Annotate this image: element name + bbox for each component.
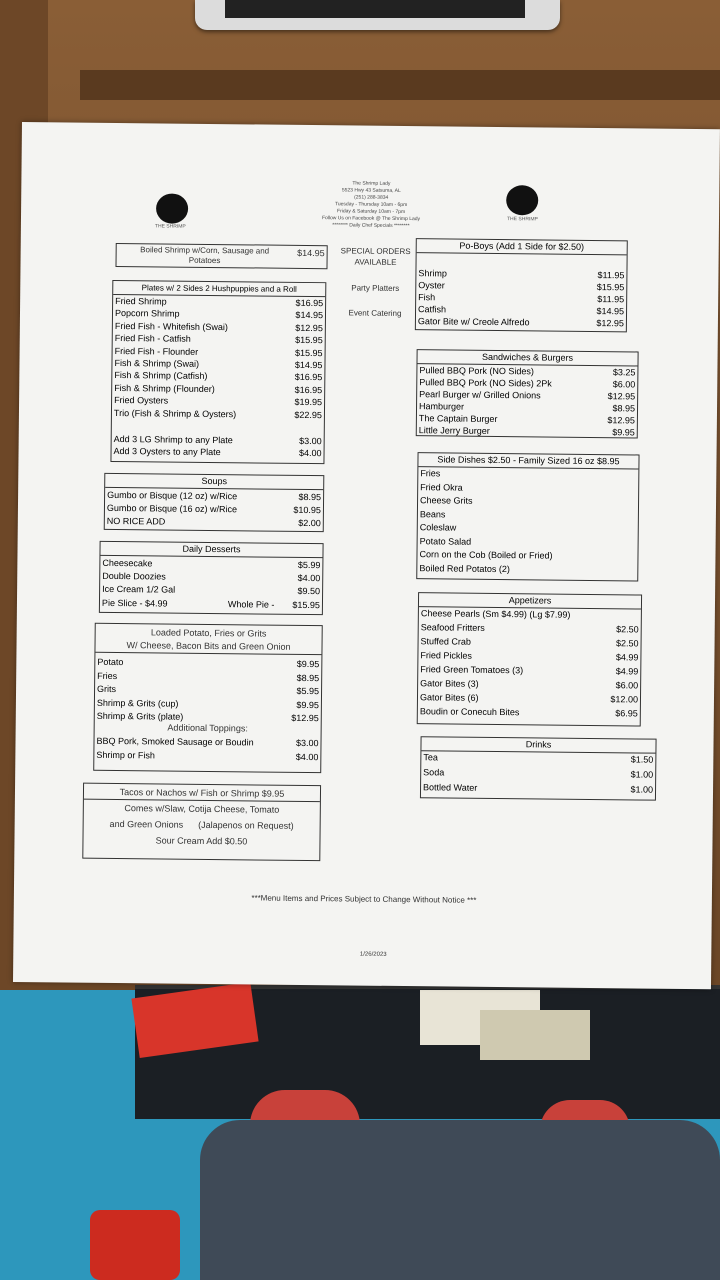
list-item [418, 315, 624, 329]
item-name: Cheese Pearls (Sm $4.99) (Lg $7.99) [420, 608, 571, 620]
item-name: Cheesecake [102, 557, 153, 569]
list-item [420, 705, 638, 719]
boiled-shrimp-box [115, 243, 327, 269]
item-name: Gator Bite w/ Creole Alfredo [417, 316, 530, 328]
list-item [419, 424, 635, 438]
item-name: Gumbo or Bisque (12 oz) w/Rice [107, 489, 238, 502]
poboys-title: Po-Boys (Add 1 Side for $2.50) [417, 239, 627, 255]
tacos-line-1: Comes w/Slaw, Cotija Cheese, Tomato [124, 803, 280, 815]
item-name: Fish & Shrimp (Catfish) [114, 370, 208, 382]
menu-sheet [13, 122, 720, 989]
item-price: $11.95 [597, 294, 625, 305]
item-name: Gumbo or Bisque (16 oz) w/Rice [106, 502, 238, 515]
loaded-section [93, 623, 323, 773]
item-name: Coleslaw [419, 522, 457, 533]
price-notice: ***Menu Items and Prices Subject to Change Without Notice *** [251, 893, 477, 905]
item-price: $14.95 [596, 306, 625, 317]
item-price: $2.50 [615, 638, 639, 649]
item-price: $15.95 [295, 347, 323, 358]
item-name: Fried Fish - Flounder [114, 345, 199, 357]
item-name: Shrimp [418, 268, 448, 279]
list-item [420, 481, 636, 495]
list-item [420, 467, 636, 481]
item-name: Pulled BBQ Pork (NO Sides) 2Pk [419, 377, 552, 389]
list-item [423, 766, 653, 780]
shrimp-lady-logo-icon [156, 193, 188, 223]
list-item [107, 502, 321, 516]
wooden-rail [80, 70, 720, 100]
tacos-title: Tacos or Nachos w/ Fish or Shrimp $9.95 [84, 786, 320, 802]
item-name: Ice Cream 1/2 Gal [102, 583, 176, 595]
item-name: Seafood Fritters [420, 622, 485, 633]
item-name: Pearl Burger w/ Grilled Onions [419, 389, 541, 401]
item-name: Double Doozies [102, 570, 166, 582]
soups-section [104, 473, 325, 532]
device-screen [225, 0, 525, 18]
special-orders-title: SPECIAL ORDERS AVAILABLE [340, 246, 411, 267]
item-price: $6.00 [615, 680, 639, 691]
item-name: Fish & Shrimp (Flounder) [114, 382, 215, 394]
item-price: $12.95 [607, 391, 636, 402]
list-item: BBQ Pork, Smoked Sausage or Boudin $3.00 [96, 735, 319, 749]
sides-section [416, 452, 639, 581]
item-price: $1.50 [630, 754, 654, 765]
list-item [419, 548, 635, 562]
item-name: Potato Salad [419, 535, 472, 547]
item-price: $14.95 [295, 310, 324, 321]
item-name: Fries [420, 468, 441, 479]
item-name: Fried Fish - Whitefish (Swai) [114, 320, 228, 332]
hours-weekend: Friday & Saturday 10am - 7pm [337, 208, 406, 216]
item-name: Shrimp & Grits (plate) [96, 710, 184, 722]
list-item [97, 696, 319, 710]
item-price: $8.95 [296, 672, 320, 683]
list-item [421, 621, 639, 635]
shrimp-lady-logo-icon [506, 185, 538, 215]
item-price: $1.00 [630, 769, 654, 780]
sides-title: Side Dishes $2.50 - Family Sized 16 oz $8.95 [418, 453, 638, 469]
item-price: $3.25 [612, 367, 636, 378]
list-item [97, 656, 319, 670]
plates-section [110, 280, 326, 464]
item-price: $9.95 [612, 427, 635, 438]
list-item [423, 751, 653, 765]
item-price: $9.95 [296, 699, 319, 710]
hours-weekday: Tuesday - Thursday 10am - 6pm [334, 201, 408, 209]
daily-specials: ******** Daily Chef Specials ******** [332, 222, 410, 230]
logo-text: THE SHRIMP [154, 223, 186, 230]
item-price: $4.99 [615, 652, 639, 663]
tacos-line-2: and Green Onions (Jalapenos on Request) [109, 818, 294, 831]
item-price: $15.95 [596, 282, 625, 293]
list-item [421, 635, 639, 649]
list-item [97, 710, 319, 724]
logo-text: THE SHRIMP [506, 216, 538, 223]
loaded-subtitle: W/ Cheese, Bacon Bits and Green Onion [95, 639, 321, 655]
desserts-section [99, 541, 324, 615]
list-item [114, 407, 322, 421]
item-name: Trio (Fish & Shrimp & Oysters) [113, 407, 237, 419]
item-name: Cheese Grits [420, 495, 473, 506]
item-name: Hamburger [418, 401, 465, 412]
list-item [420, 535, 636, 549]
list-item: Add 3 LG Shrimp to any Plate $3.00 [113, 433, 322, 447]
item-name: Fried Pickles [420, 650, 473, 661]
facebook-note: Follow Us on Facebook @ The Shrimp Lady [321, 215, 421, 223]
item-name: Fried Green Tomatoes (3) [420, 664, 524, 676]
event-catering: Event Catering [348, 308, 402, 318]
item-price: $11.95 [597, 270, 625, 281]
sandwiches-title: Sandwiches & Burgers [417, 350, 637, 366]
item-price: $12.95 [607, 415, 635, 426]
item-name: Boudin or Conecuh Bites [419, 706, 520, 718]
item-name: Fries [97, 670, 118, 681]
list-item [420, 691, 638, 705]
restaurant-name: The Shrimp Lady [352, 180, 391, 187]
boiled-shrimp-item: Boiled Shrimp w/Corn, Sausage and Potatoes [140, 245, 270, 266]
item-name: Popcorn Shrimp [114, 308, 180, 320]
appetizers-section [417, 592, 642, 726]
item-price: $6.95 [615, 708, 638, 719]
item-price: $4.00 [297, 572, 321, 584]
item-name: Boiled Red Potatos (2) [419, 562, 510, 574]
loaded-title: Loaded Potato, Fries or Grits [150, 627, 267, 639]
item-name: Little Jerry Burger [418, 425, 490, 436]
restaurant-phone: (251) 288-3834 [354, 194, 389, 201]
menu-date: 1/26/2023 [359, 951, 387, 958]
item-price: $16.95 [295, 297, 324, 309]
list-item [423, 781, 653, 795]
item-name: Fried Oysters [114, 395, 169, 406]
tacos-section [82, 783, 321, 861]
item-price: $12.00 [610, 694, 639, 705]
item-name: Stuffed Crab [420, 636, 472, 647]
item-price: $9.50 [297, 585, 321, 597]
list-item [97, 669, 319, 683]
snack-bag [480, 1010, 590, 1060]
list-item [420, 508, 636, 522]
list-item [421, 607, 639, 621]
item-name: NO RICE ADD [106, 515, 166, 527]
item-name: Gator Bites (3) [420, 678, 479, 689]
drinks-section [420, 736, 657, 800]
item-name: Fried Shrimp [115, 295, 167, 307]
list-item [102, 583, 320, 597]
item-price: $5.95 [296, 685, 320, 697]
list-item [420, 494, 636, 508]
list-item [420, 677, 638, 691]
item-name: Pulled BBQ Pork (NO Sides) [419, 365, 535, 377]
item-name: Oyster [418, 280, 445, 291]
item-price: $19.95 [294, 397, 323, 408]
list-item [420, 521, 636, 535]
item-name: The Captain Burger [418, 413, 498, 424]
item-price: $8.95 [298, 491, 322, 503]
list-item: Shrimp or Fish $4.00 [96, 749, 319, 763]
item-price: $2.00 [298, 517, 321, 529]
item-name: Corn on the Cob (Boiled or Fried) [419, 549, 553, 561]
item-name: Gator Bites (6) [419, 692, 479, 703]
boiled-shrimp-price: $14.95 [297, 247, 325, 259]
item-price: $16.95 [294, 372, 323, 383]
list-item [97, 683, 319, 697]
list-item [419, 562, 635, 576]
item-price: $9.95 [296, 658, 320, 670]
item-name: Bottled Water [423, 782, 478, 793]
item-price: $12.95 [291, 712, 319, 724]
item-price: $4.99 [615, 666, 639, 677]
restaurant-address: 5523 Hwy 43 Satsuma, AL [341, 187, 401, 194]
soups-title: Soups [105, 474, 323, 490]
list-item [102, 570, 320, 584]
plates-title: Plates w/ 2 Sides 2 Hushpuppies and a Roll [113, 281, 325, 297]
item-price: $15.95 [295, 335, 323, 346]
list-item [107, 489, 321, 503]
party-platters: Party Platters [351, 283, 400, 293]
item-name: Shrimp & Grits (cup) [96, 697, 179, 709]
item-price: $8.95 [612, 403, 636, 414]
appetizers-title: Appetizers [419, 593, 641, 609]
tacos-line-3: Sour Cream Add $0.50 [155, 835, 248, 847]
item-price: $14.95 [294, 359, 323, 371]
item-name: Fried Okra [420, 481, 463, 493]
item-price: $12.95 [596, 318, 624, 329]
list-item: Add 3 Oysters to any Plate $4.00 [113, 445, 322, 459]
red-bag [90, 1210, 180, 1280]
item-name: Fish [418, 292, 436, 303]
legs [200, 1120, 720, 1280]
item-price: $6.00 [612, 379, 636, 390]
desserts-title: Daily Desserts [100, 542, 322, 558]
item-name: Tea [423, 752, 438, 763]
item-name: Potato [97, 656, 124, 668]
list-item [420, 663, 638, 677]
item-price: $22.95 [294, 409, 323, 420]
item-name: Fish & Shrimp (Swai) [114, 357, 200, 369]
item-price: $1.00 [630, 784, 654, 795]
item-price: $2.50 [616, 624, 639, 635]
list-item [102, 557, 320, 571]
item-price: $5.99 [297, 559, 321, 571]
item-name: Fried Fish - Catfish [114, 333, 191, 344]
poboys-section [415, 238, 628, 332]
item-price: $12.95 [295, 322, 323, 333]
list-item: Pie Slice - $4.99 Whole Pie - $15.95 [101, 597, 321, 611]
sandwiches-section [416, 349, 639, 438]
item-name: Grits [97, 683, 117, 695]
toppings-title: Additional Toppings: [167, 722, 248, 734]
item-name: Catfish [418, 304, 447, 315]
list-item [420, 649, 638, 663]
item-price: $16.95 [294, 384, 323, 395]
drinks-title: Drinks [421, 737, 655, 753]
item-name: Soda [423, 767, 445, 778]
item-name: Beans [419, 508, 446, 519]
item-price: $10.95 [293, 504, 322, 516]
list-item [107, 515, 321, 529]
